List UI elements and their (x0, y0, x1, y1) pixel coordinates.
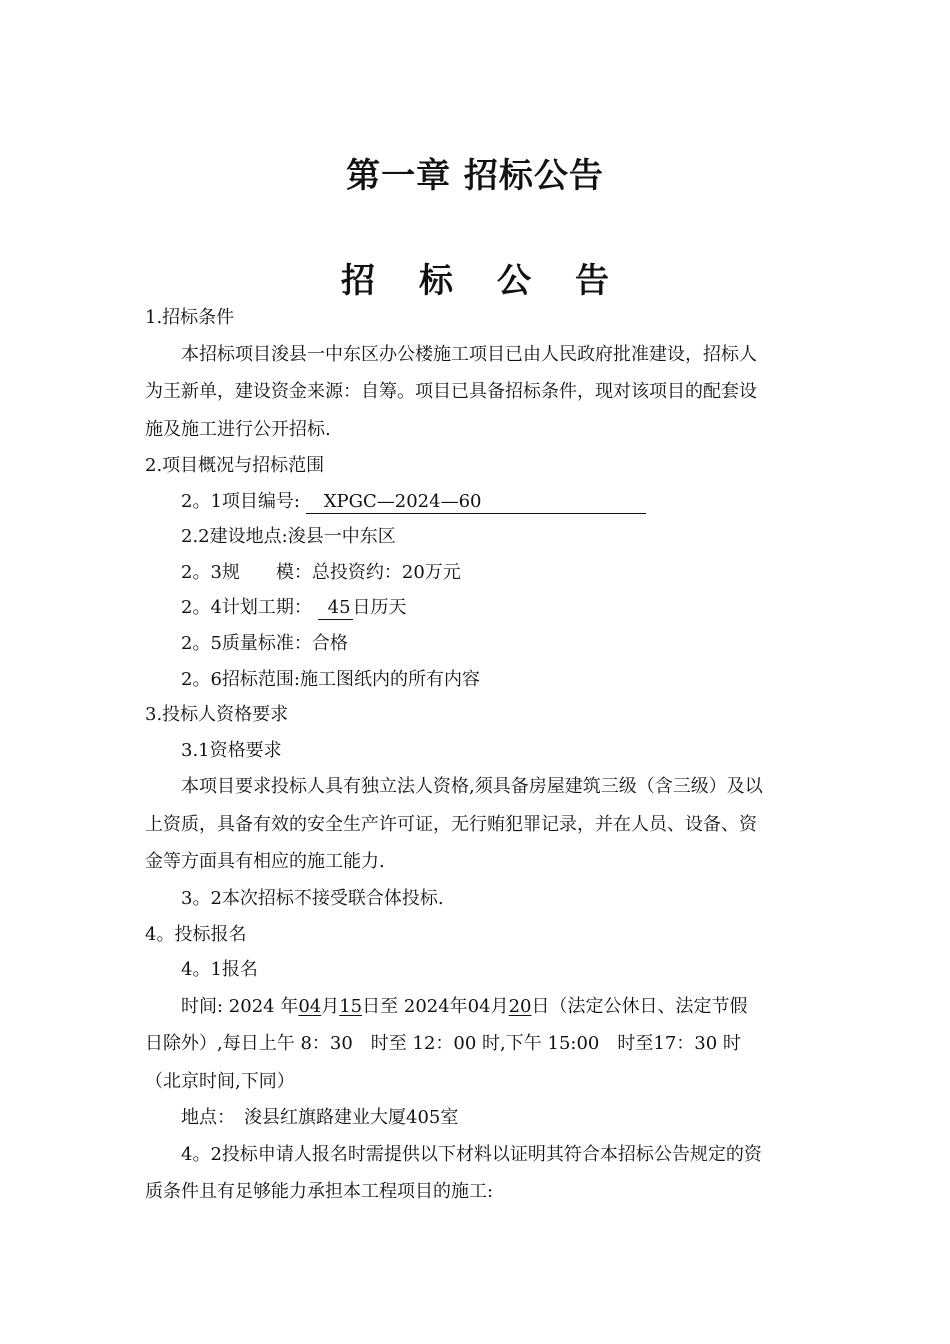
quality-standard: 2。5质量标准：合格 (181, 633, 348, 655)
registration-time (145, 988, 815, 1026)
section-1-heading: 1.招标条件 (145, 307, 235, 328)
materials-text: 4。2投标申请人报名时需提供以下材料以证明其符合本招标公告规定的资 (181, 1143, 762, 1165)
section-2-heading: 2.项目概况与招标范围 (145, 455, 325, 477)
time-text: 日（法定公休日、法定节假 (531, 995, 748, 1017)
chapter-title: 第一章 招标公告 (346, 156, 604, 196)
construction-site: 2.2建设地点:浚县一中东区 (181, 526, 396, 548)
section-1-text: 本招标项目浚县一中东区办公楼施工项目已由人民政府批准建设，招标人 (181, 343, 757, 365)
project-scale: 2。3规 模：总投资约：20万元 (181, 561, 461, 583)
section-4-heading: 4。投标报名 (145, 923, 247, 945)
planned-duration (145, 590, 815, 626)
duration-unit: 日历天 (352, 597, 407, 619)
materials-text: 质条件且有足够能力承担本工程项目的施工: (145, 1181, 494, 1203)
time-text: 日至 2024年04月 (362, 995, 509, 1017)
time-text: 月 (321, 995, 340, 1017)
notice-title-char: 公 (497, 261, 531, 301)
notice-title-char: 告 (575, 261, 609, 301)
start-day: 15 (339, 995, 363, 1017)
duration-value: 45 (318, 597, 353, 620)
qualification-subheading: 3.1资格要求 (181, 739, 282, 761)
registration-hours: 日除外）,每日上午 8：30 时至 12：00 时,下午 15:00 时至17：30 时 (145, 1033, 741, 1055)
notice-title-char: 招 (341, 261, 375, 301)
end-day: 20 (508, 995, 532, 1017)
section-1-text: 为王新单，建设资金来源：自筹。项目已具备招标条件，现对该项目的配套设 (145, 381, 757, 403)
registration-timezone: （北京时间,下同） (145, 1070, 295, 1092)
section-3-heading: 3.投标人资格要求 (145, 704, 289, 726)
notice-title (0, 253, 950, 302)
qualification-text: 上资质，具备有效的安全生产许可证，无行贿犯罪记录，并在人员、设备、资 (145, 813, 757, 835)
time-prefix: 时间: 2024 年 (181, 995, 299, 1017)
section-1-text: 施及施工进行公开招标. (145, 418, 331, 440)
project-number (145, 484, 815, 520)
start-month: 04 (298, 995, 322, 1017)
project-number-value: XPGC—2024—60 (306, 491, 646, 514)
registration-subheading: 4。1报名 (181, 959, 258, 981)
qualification-text: 本项目要求投标人具有独立法人资格,须具备房屋建筑三级（含三级）及以 (181, 776, 763, 798)
project-number-label: 2。1项目编号: (181, 490, 300, 512)
registration-location: 地点： 浚县红旗路建业大厦405室 (181, 1107, 459, 1129)
document-body (145, 300, 815, 1211)
tender-scope: 2。6招标范围:施工图纸内的所有内容 (181, 668, 480, 690)
consortium-note: 3。2本次招标不接受联合体投标. (181, 887, 444, 909)
duration-label: 2。4计划工期： (181, 597, 312, 619)
notice-title-char: 标 (419, 261, 453, 301)
qualification-text: 金等方面具有相应的施工能力. (145, 851, 385, 873)
